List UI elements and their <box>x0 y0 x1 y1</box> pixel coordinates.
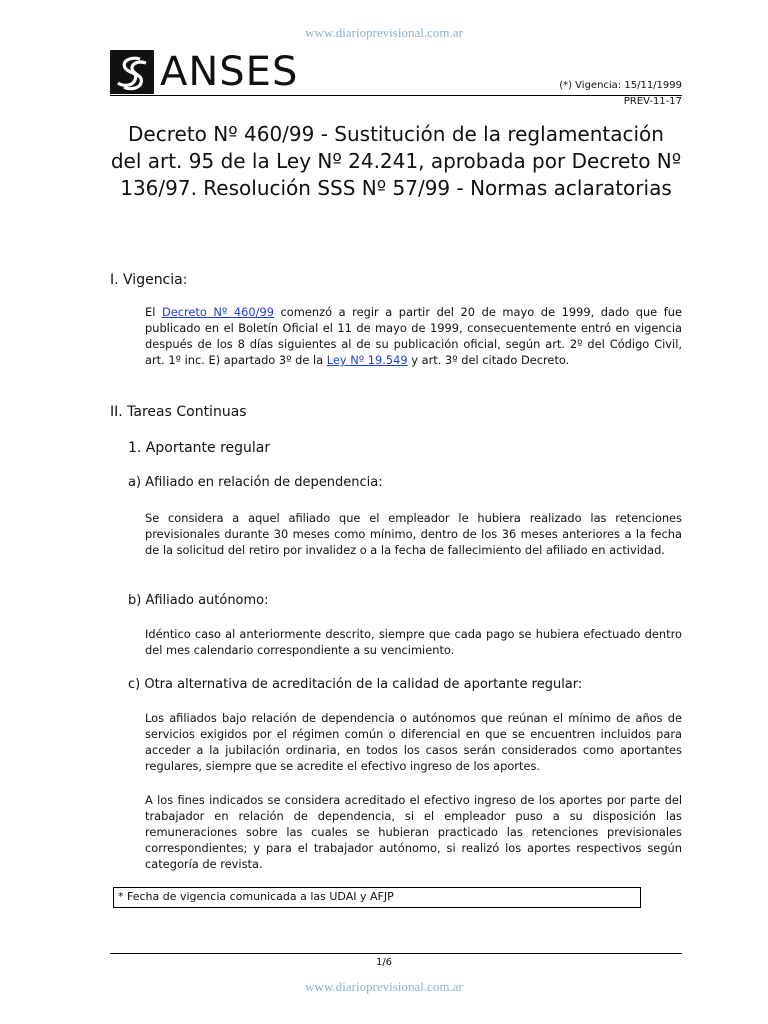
header-rule <box>110 95 682 96</box>
item-c-paragraph-1: Los afiliados bajo relación de dependencia o autónomos que reúnan el mínimo de años de servicios exigidos por el régimen común o diferencial en que se encuentren incluidos para acceder a la jubilación ordinaria, en todos los casos serán considerados como aportantes regulares, siempre que se acredite el efectivo ingreso de los aportes. <box>145 711 682 773</box>
page-number: 1/6 <box>375 957 393 968</box>
anses-emblem-icon <box>110 50 154 94</box>
section-heading-vigencia: I. Vigencia: <box>110 272 188 288</box>
item-c-paragraph-2: A los fines indicados se considera acreditado el efectivo ingreso de los aportes por parte del trabajador en relación de dependencia, si el empleador puso a su disposición las remuneraciones sobre las cuales se hubieran practicado las retenciones previsionales correspondientes; y para el trabajador autónomo, si realizó los aportes respectivos según categoría de revista. <box>145 793 682 871</box>
section-heading-tareas-continuas: II. Tareas Continuas <box>110 404 247 420</box>
subheading-aportante-regular: 1. Aportante regular <box>128 440 271 456</box>
reference-code: PREV-11-17 <box>623 96 682 107</box>
item-b-paragraph: Idéntico caso al anteriormente descrito, siempre que cada pago se hubiera efectuado dentro del mes calendario correspondiente a su vencimiento. <box>145 627 682 657</box>
anses-wordmark: ANSES <box>160 49 299 95</box>
watermark-bottom[interactable]: www.diarioprevisional.com.ar <box>305 979 463 994</box>
footer-rule <box>110 953 682 954</box>
vigencia-paragraph: El Decreto Nº 460/99 comenzó a regir a partir del 20 de mayo de 1999, dado que fue publicado en el Boletín Oficial el 11 de mayo de 1999, consecuentemente entró en vigencia después de los 8 días siguientes al de su publicación oficial, según art. 2º del Código Civil, art. 1º inc. E) apartado 3º de la Ley Nº 19.549 y art. 3º del citado Decreto. <box>145 305 683 367</box>
footnote-box: * Fecha de vigencia comunicada a las UDAI y AFJP <box>113 887 641 908</box>
item-c-heading: c) Otra alternativa de acreditación de la calidad de aportante regular: <box>128 677 583 692</box>
item-b-heading: b) Afiliado autónomo: <box>128 593 269 608</box>
item-a-paragraph: Se considera a aquel afiliado que el empleador le hubiera realizado las retenciones previsionales durante 30 meses como mínimo, dentro de los 36 meses anteriores a la fecha de la solicitud del retiro por invalidez o a la fecha de fallecimiento del afiliado en actividad. <box>145 511 682 557</box>
decreto-460-99-link[interactable]: Decreto Nº 460/99 <box>161 305 274 319</box>
ley-19549-link[interactable]: Ley Nº 19.549 <box>326 353 408 367</box>
vigencia-note: (*) Vigencia: 15/11/1999 <box>559 80 682 91</box>
document-title: Decreto Nº 460/99 - Sustitución de la reglamentación del art. 95 de la Ley Nº 24.241, aprobada por Decreto Nº 136/97. Resolución SSS Nº 57/99 - Normas aclaratorias <box>110 122 682 200</box>
watermark-top[interactable]: www.diarioprevisional.com.ar <box>305 25 463 40</box>
item-a-heading: a) Afiliado en relación de dependencia: <box>128 475 383 490</box>
